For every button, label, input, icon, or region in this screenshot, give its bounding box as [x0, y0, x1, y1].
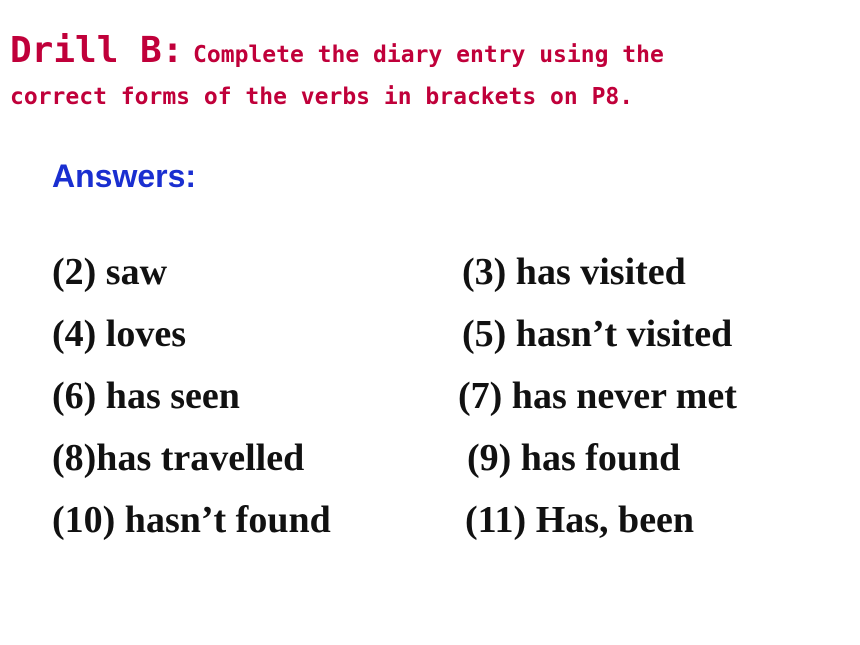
answer-7: (7) has never met: [458, 375, 737, 417]
answer-2: (2) saw: [52, 251, 168, 293]
answers-label: Answers:: [52, 158, 197, 194]
answer-9: (9) has found: [467, 437, 681, 479]
answer-8: (8)has travelled: [52, 437, 305, 479]
answer-4: (4) loves: [52, 313, 187, 355]
answer-3: (3) has visited: [462, 251, 686, 293]
answer-10: (10) hasn’t found: [52, 499, 331, 541]
answer-11: (11) Has, been: [465, 499, 695, 541]
instruction-line-1: Complete the diary entry using the: [193, 42, 664, 68]
instruction-line-2: correct forms of the verbs in brackets on P8.: [10, 84, 634, 110]
drill-heading: Drill B:: [10, 30, 184, 71]
drill-title: [10, 30, 850, 118]
answer-5: (5) hasn’t visited: [462, 313, 733, 355]
answer-6: (6) has seen: [52, 375, 240, 417]
